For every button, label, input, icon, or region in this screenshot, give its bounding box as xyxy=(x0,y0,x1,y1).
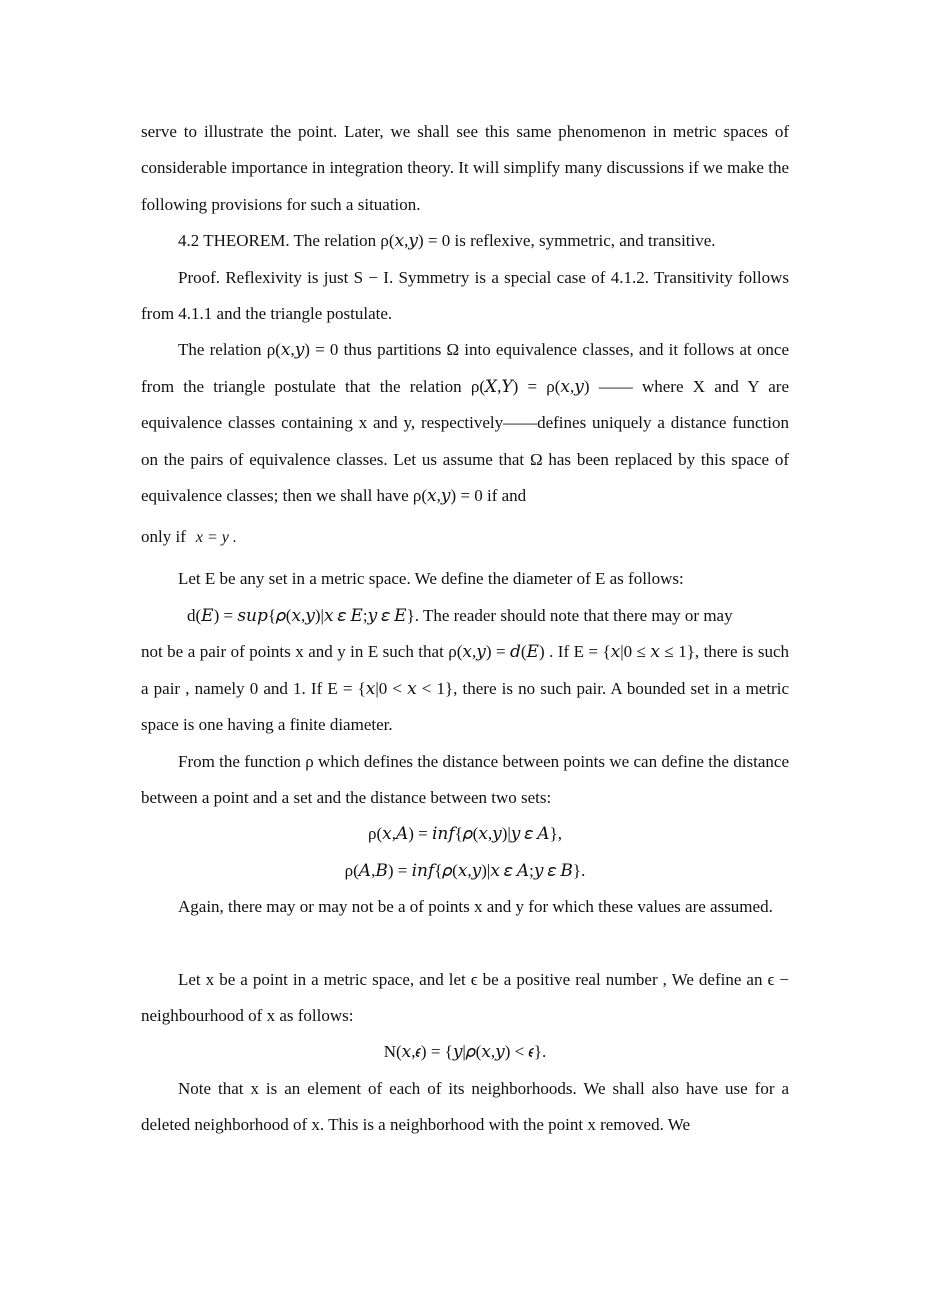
only-if-text: only if xyxy=(141,527,186,547)
equivalence-paragraph: The relation ρ(𝑥,𝑦) = 0 thus partitions Ω into equivalence classes, and it follows at once from the triangle postulate that the relation ρ(𝑋,𝑌) = ρ(𝑥,𝑦) —— where X and Y are equivalence classes containing x and y, respectively——defines uniquely a distance function on the pairs of equivalence classes. Let us assume that Ω has been replaced by this space of equivalence classes; then we shall have ρ(𝑥,𝑦) = 0 if and xyxy=(141,340,789,506)
neighbourhood-formula: N(𝑥,𝜖) = {𝑦|𝜌(𝑥,𝑦) < 𝜖}. xyxy=(383,1042,547,1062)
theorem-4-2: 4.2 THEOREM. The relation ρ(𝑥,𝑦) = 0 is reflexive, symmetric, and transitive. xyxy=(178,231,716,251)
deleted-neighborhood-paragraph: Note that x is an element of each of its neighborhoods. We shall also have use for a deleted neighborhood of x. This is a neighborhood with the point x removed. We xyxy=(141,1078,789,1135)
only-if-line xyxy=(141,514,789,561)
again-paragraph: Again, there may or may not be a of points x and y for which these values are assumed. xyxy=(178,897,773,917)
paragraph-continuation: serve to illustrate the point. Later, we shall see this same phenomenon in metric spaces of considerable importance in integration theory. It will simplify many discussions if we make the following provisions for such a situation. xyxy=(141,122,789,214)
point-set-distance-formula: ρ(𝑥,𝐴) = 𝑖𝑛𝑓{𝜌(𝑥,𝑦)|𝑦 𝜀 𝐴}, xyxy=(367,824,562,844)
proof-paragraph: Proof. Reflexivity is just S − I. Symmetry is a special case of 4.1.2. Transitivity follows from 4.1.1 and the triangle postulate. xyxy=(141,267,789,324)
set-set-distance-formula: ρ(𝐴,𝐵) = 𝑖𝑛𝑓{𝜌(𝑥,𝑦)|𝑥 𝜀 𝐴;𝑦 𝜀 𝐵}. xyxy=(344,860,586,880)
x-equals-y-formula: x = y . xyxy=(195,529,237,547)
body-text xyxy=(141,114,789,1144)
paragraph-gap xyxy=(141,926,789,962)
neighbourhood-intro: Let x be a point in a metric space, and let ϵ be a positive real number , We define an ϵ − neighbourhood of x as follows: xyxy=(141,969,789,1025)
diameter-examples: not be a pair of points x and y in E such that ρ(𝑥,𝑦) = 𝑑(𝐸) . If E = {𝑥|0 ≤ 𝑥 ≤ 1}, there is such a pair , namely 0 and 1. If E = {𝑥|0 < 𝑥 < 1}, there is no such pair. A bounded set in a metric space is one having a finite diameter. xyxy=(141,642,789,735)
distance-intro: From the function ρ which defines the distance between points we can define the distance between a point and a set and the distance between two sets: xyxy=(141,751,789,807)
diameter-formula-line: d(𝐸) = 𝑠𝑢𝑝{𝜌(𝑥,𝑦)|𝑥 𝜀 𝐸;𝑦 𝜀 𝐸}. The reader should note that there may or may xyxy=(187,605,733,625)
diameter-intro: Let E be any set in a metric space. We define the diameter of E as follows: xyxy=(178,569,684,589)
